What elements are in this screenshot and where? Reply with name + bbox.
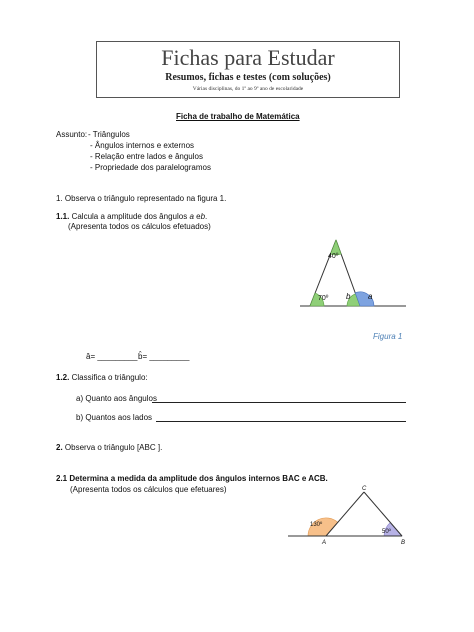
q21-text: Determina a medida da amplitude dos ângulos internos BAC e ACB. (69, 474, 328, 483)
answer-b-row (138, 352, 189, 362)
q1-number: 1. (56, 194, 63, 203)
q2-text: Observa o triângulo [ABC ]. (64, 443, 163, 452)
q1-text: Observa o triângulo representado na figura 1. (64, 194, 227, 203)
fig2-label-c: C (362, 486, 367, 492)
answer-b-label: b̂= (138, 352, 148, 361)
fig1-left-angle-label: 70º (318, 295, 329, 302)
site-title: Fichas para Estudar (161, 45, 335, 70)
fig2-angle-b-label: 50º (382, 529, 391, 535)
answer-b-blank[interactable]: _________ (149, 352, 190, 361)
site-header-box (96, 41, 400, 98)
fig2-exterior-angle-label: 130º (310, 522, 323, 528)
q11-and: e (196, 212, 201, 221)
fig2-label-b: B (401, 540, 406, 546)
q11-text: Calcula a amplitude dos ângulos (71, 212, 188, 221)
q11-var-a: a (189, 212, 194, 221)
answer-a-blank[interactable]: _________ (97, 352, 138, 361)
q12-a-answer-line[interactable] (152, 402, 406, 403)
q12-a-label: a) Quanto aos ângulos (76, 394, 157, 403)
topic-3: - Relação entre lados e ângulos (90, 152, 203, 161)
q1-heading (56, 194, 226, 204)
fig1-a-label: a (368, 292, 373, 301)
figure-2-triangle (284, 484, 416, 546)
q11-number: 1.1. (56, 212, 70, 221)
q21-heading (56, 474, 328, 484)
topic-1: - Triângulos (88, 130, 130, 139)
site-subtitle: Resumos, fichas e testes (com soluções) (165, 72, 331, 83)
worksheet-title: Ficha de trabalho de Matemática (176, 112, 300, 121)
q11-heading: 1.1. Calcula a amplitude dos ângulos a eb. (56, 212, 208, 221)
q2-heading (56, 443, 162, 453)
q21-note: (Apresenta todos os cálculos que efetuares) (70, 485, 227, 494)
q12-b-answer-line[interactable] (156, 421, 406, 422)
fig2-label-a: A (322, 540, 327, 546)
subject-label: Assunto: (56, 130, 88, 139)
figure-1-caption: Figura 1 (373, 332, 403, 341)
fig1-b-label: b (346, 292, 351, 301)
site-note: Várias disciplinas, do 1º ao 9º ano de escolaridade (192, 86, 304, 92)
q12-b-label: b) Quantos aos lados (76, 413, 153, 422)
q2-number: 2. (56, 443, 63, 452)
topic-4: - Propriedade dos paralelogramos (90, 163, 211, 172)
topic-2: - Ângulos internos e externos (90, 141, 195, 150)
fig1-top-angle-label: 40º (328, 253, 339, 260)
q11-var-b: b (200, 212, 206, 221)
q11-note: (Apresenta todos os cálculos efetuados) (68, 222, 211, 231)
q12-heading (56, 373, 148, 383)
q12-number: 1.2. (56, 373, 70, 382)
answer-a-label: â= (86, 352, 96, 361)
q21-number: 2.1 (56, 474, 68, 483)
answer-a-row (86, 352, 137, 362)
fig2-side-ac (326, 492, 364, 536)
figure-1-triangle (296, 232, 408, 312)
q12-text: Classifica o triângulo: (71, 373, 148, 382)
